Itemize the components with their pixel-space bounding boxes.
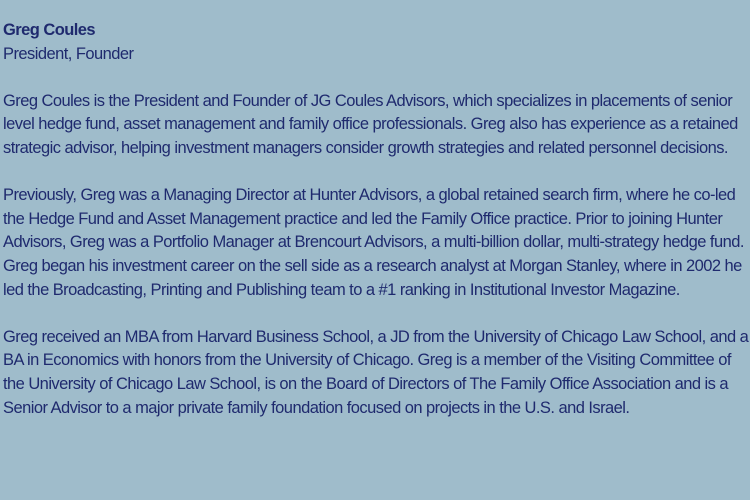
person-title: President, Founder	[3, 44, 134, 63]
bio-paragraph-1: Greg Coules is the President and Founder of JG Coules Advisors, which specializes in placements of senior level hedge fund, asset management and family office professionals. Greg also has experience as a retained strategic advisor, helping investment managers consider growth strategies and related personnel decisions.	[3, 91, 738, 157]
bio-paragraph-2: Previously, Greg was a Managing Director at Hunter Advisors, a global retained search firm, where he co-led the Hedge Fund and Asset Management practice and led the Family Office practice. Prior to joining Hunter Advisors, Greg was a Portfolio Manager at Brencourt Advisors, a multi-billion dollar, multi-strategy hedge fund. Greg began his investment career on the sell side as a research analyst at Morgan Stanley, where in 2002 he led the Broadcasting, Printing and Publishing team to a #1 ranking in Institutional Investor Magazine.	[3, 186, 744, 299]
bio-paragraph-3: Greg received an MBA from Harvard Business School, a JD from the University of Chicago Law School, and a BA in Economics with honors from the University of Chicago. Greg is a member of the Visiting Committee of the University of Chicago Law School, is on the Board of Directors of The Family Office Association and is a Senior Advisor to a major private family foundation focused on projects in the U.S. and Israel.	[3, 327, 749, 417]
person-name: Greg Coules	[3, 21, 96, 39]
